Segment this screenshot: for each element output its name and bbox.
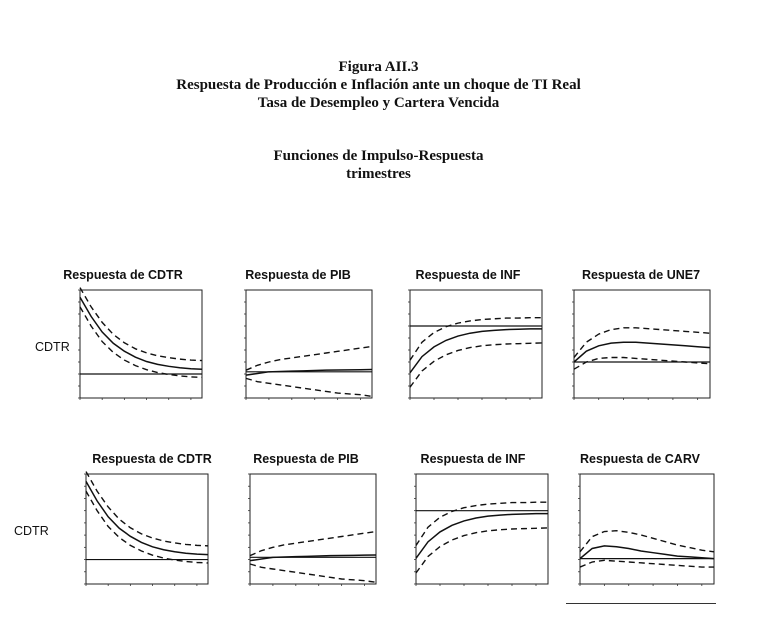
irf-plot-r1-inf [398,288,544,408]
plot-frame [250,474,376,584]
plot-frame [410,290,542,398]
upper-band-line [80,288,202,361]
lower-band-line [250,564,376,582]
plot-frame [574,290,710,398]
figure-subtitle-2: Tasa de Desempleo y Cartera Vencida [257,95,500,111]
figure-title: Figura AII.3 [338,59,419,75]
panel-title-r1c4: Respuesta de UNE7 [581,268,701,282]
section-title-block [0,147,757,183]
impulse-response-line [86,481,208,554]
upper-band-line [246,346,372,370]
scan-artifact-line [566,603,716,604]
lower-band-line [246,378,372,396]
irf-plot-r2-pib [238,472,378,594]
irf-plot-r2-cdtr [74,472,210,594]
plot-frame [416,474,548,584]
lower-band-line [580,560,714,567]
panel-title-r2c4: Respuesta de CARV [580,452,700,466]
lower-band-line [574,358,710,370]
plot-frame [86,474,208,584]
upper-band-line [250,532,376,556]
upper-band-line [580,531,714,552]
panel-title-r2c1: Respuesta de CDTR [92,452,212,466]
plot-frame [580,474,714,584]
plot-frame [80,290,202,398]
row-2-shock-label: CDTR [14,524,49,538]
panel-title-r1c3: Respuesta de INF [415,268,521,282]
irf-plot-r1-cdtr [68,288,204,408]
figure-title-block [0,58,757,112]
plot-frame [246,290,372,398]
impulse-response-line [80,297,202,369]
upper-band-line [416,502,548,545]
panel-title-r1c1: Respuesta de CDTR [63,268,183,282]
section-title: Funciones de Impulso-Respuesta [273,148,484,164]
upper-band-line [410,318,542,360]
irf-plot-r1-pib [234,288,374,408]
panel-title-r2c3: Respuesta de INF [420,452,526,466]
irf-plot-r1-une7 [562,288,712,408]
figure-subtitle-1: Respuesta de Producción e Inflación ante un choque de TI Real [176,77,581,93]
panel-title-r1c2: Respuesta de PIB [245,268,351,282]
irf-plot-r2-inf [404,472,550,594]
panel-title-r2c2: Respuesta de PIB [253,452,359,466]
section-subtitle: trimestres [346,166,411,182]
irf-plot-r2-carv [568,472,716,594]
upper-band-line [86,472,208,546]
row-1-shock-label: CDTR [35,340,70,354]
